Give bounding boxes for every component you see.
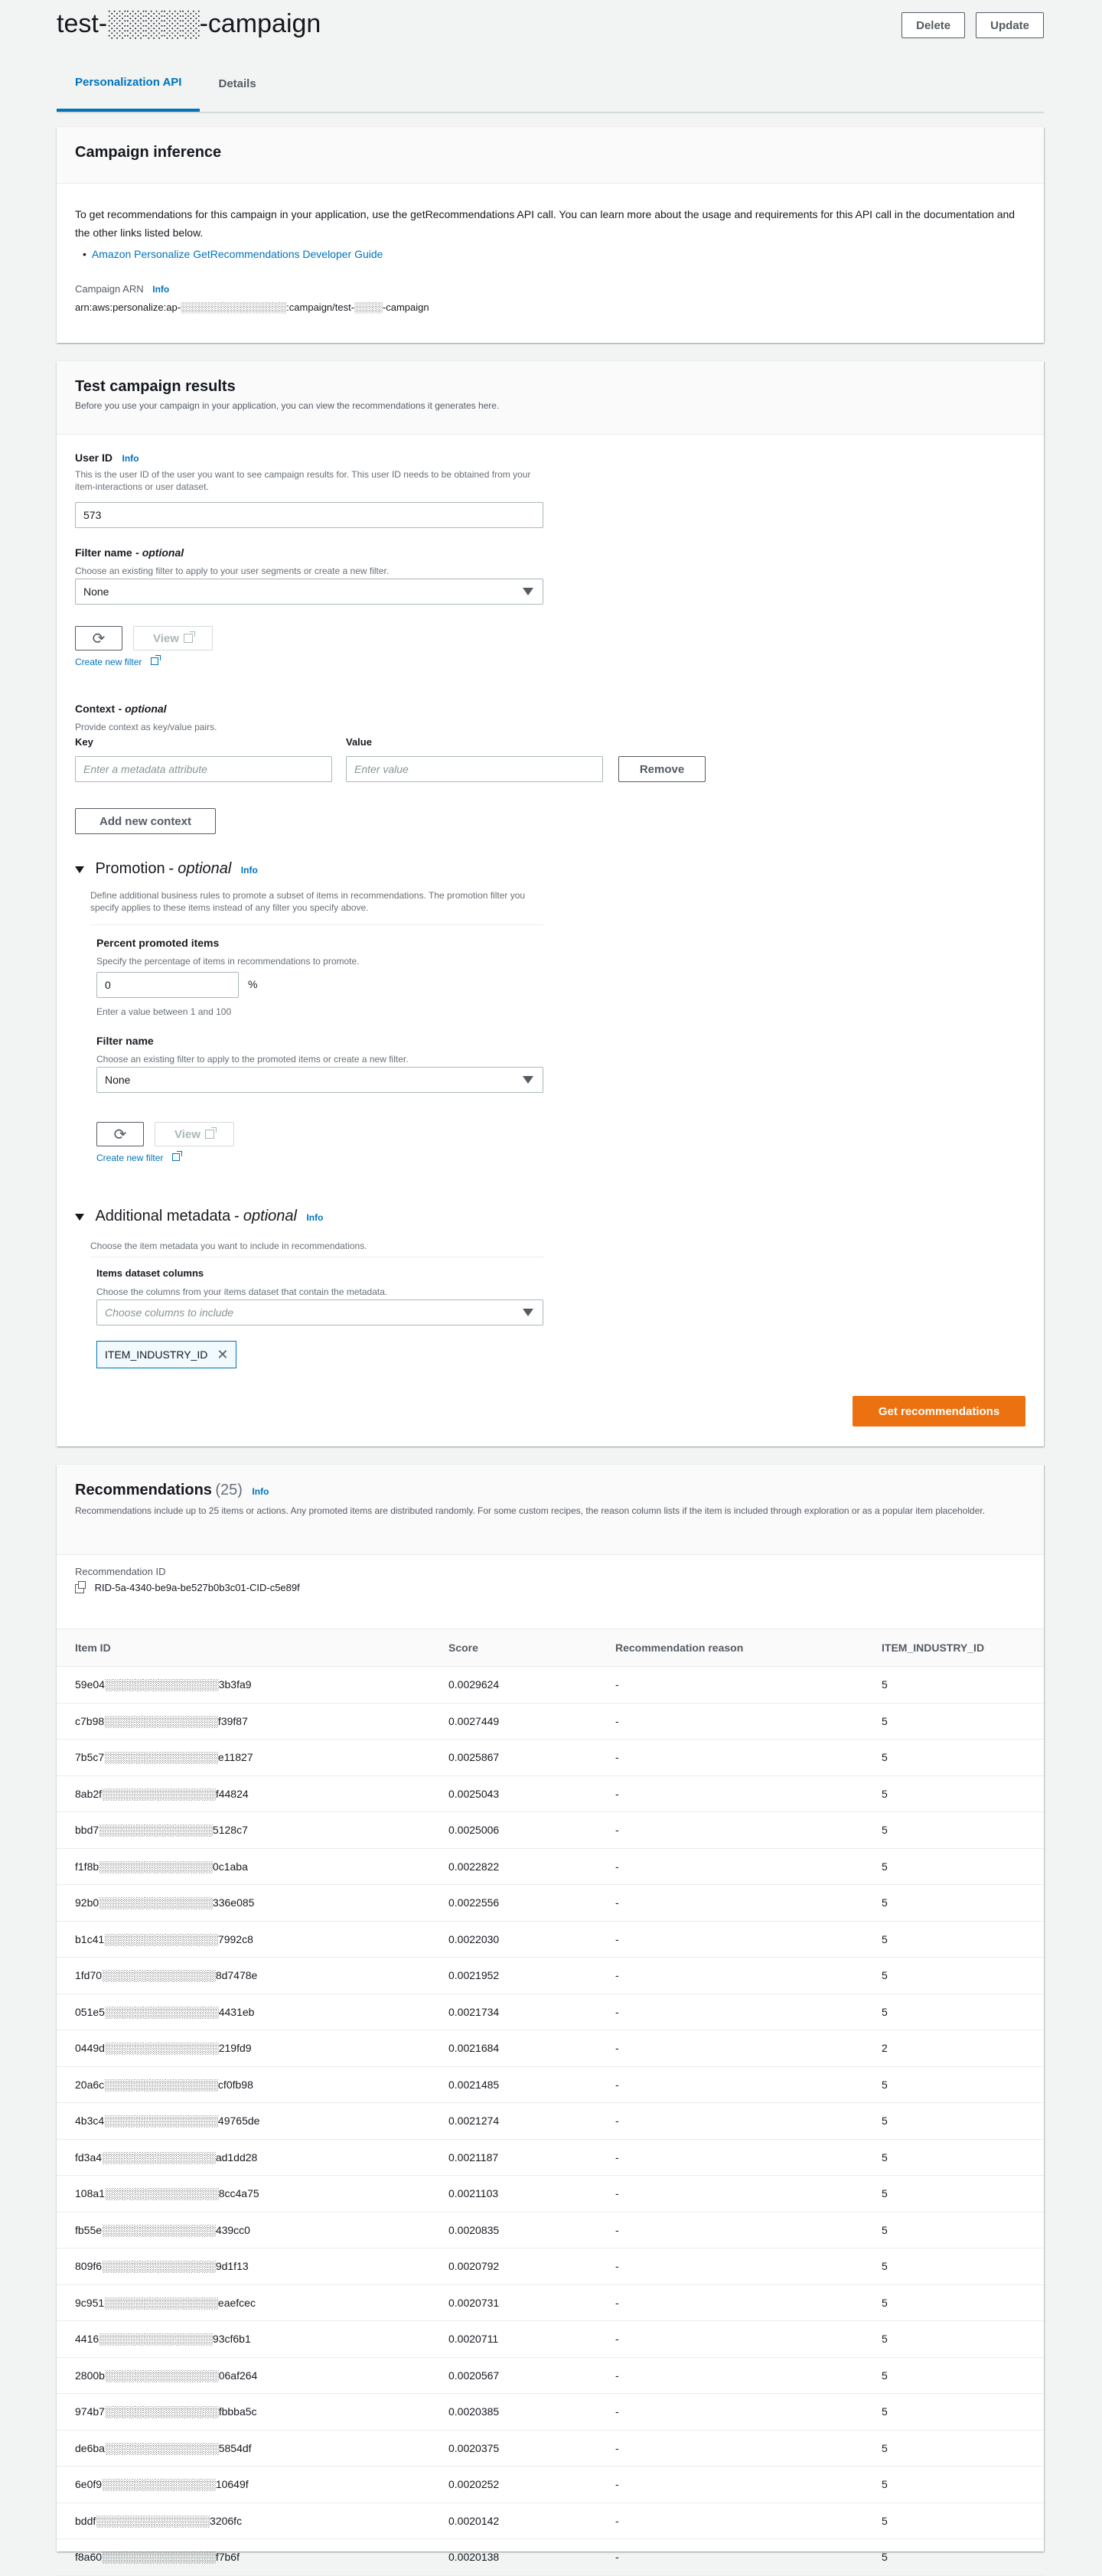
reason-cell: - bbox=[597, 1848, 863, 1885]
test-campaign-desc: Before you use your campaign in your application, you can view the recommendations it generates here. bbox=[75, 400, 500, 411]
create-filter-link[interactable]: Create new filter bbox=[75, 657, 142, 667]
page-title: test-░░░░░-campaign bbox=[57, 9, 321, 38]
refresh-icon: ⟳ bbox=[113, 1126, 127, 1143]
item-id-cell: 92b0░░░░░░░░░░░░░░░336e085 bbox=[57, 1885, 430, 1922]
campaign-arn-value: arn:aws:personalize:ap-░░░░░░░░░░░░░░░:campaign/test-░░░░-campaign bbox=[75, 302, 429, 313]
arn-info-link[interactable]: Info bbox=[152, 284, 170, 295]
score-cell: 0.0021274 bbox=[430, 2103, 597, 2140]
column-header-reason[interactable]: Recommendation reason bbox=[597, 1629, 863, 1667]
refresh-filter-button[interactable] bbox=[75, 626, 122, 651]
score-cell: 0.0022822 bbox=[430, 1848, 597, 1885]
recommendations-info-link[interactable]: Info bbox=[252, 1486, 269, 1497]
context-label: Context bbox=[75, 703, 116, 715]
item-id-cell: bbd7░░░░░░░░░░░░░░░5128c7 bbox=[57, 1812, 430, 1849]
industry-id-cell: 5 bbox=[863, 2357, 1044, 2394]
table-row bbox=[57, 2139, 1044, 2176]
header-actions bbox=[901, 12, 1044, 38]
reason-cell: - bbox=[597, 2321, 863, 2358]
table-row bbox=[57, 2539, 1044, 2576]
recommendations-desc: Recommendations include up to 25 items or actions. Any promoted items are distributed randomly. For some custom recipes, the reason column lists if the item is included through exploration or as a popular item placeholder. bbox=[75, 1505, 986, 1516]
score-cell: 0.0029624 bbox=[430, 1667, 597, 1704]
context-key-placeholder: Enter a metadata attribute bbox=[83, 763, 207, 775]
item-id-cell: 974b7░░░░░░░░░░░░░░░fbbba5c bbox=[57, 2394, 430, 2431]
promotion-optional: - optional bbox=[168, 860, 232, 877]
table-row bbox=[57, 2066, 1044, 2103]
reason-cell: - bbox=[597, 1994, 863, 2030]
recommendations-title-row bbox=[75, 1482, 1025, 1499]
tab-personalization-api[interactable]: Personalization API bbox=[57, 55, 200, 112]
campaign-inference-text: To get recommendations for this campaign in your application, use the getRecommendations API call. You can learn more about the usage and requirements for this API call in the documentation and the other links listed below. bbox=[75, 208, 1016, 239]
promo-filter-label: Filter name bbox=[96, 1035, 154, 1047]
token-label: ITEM_INDUSTRY_ID bbox=[105, 1348, 208, 1361]
table-row bbox=[57, 2430, 1044, 2467]
table-row bbox=[57, 2357, 1044, 2394]
item-id-cell: 59e04░░░░░░░░░░░░░░░3b3fa9 bbox=[57, 1667, 430, 1704]
external-link-icon bbox=[205, 1130, 214, 1139]
item-id-cell: f1f8b░░░░░░░░░░░░░░░0c1aba bbox=[57, 1848, 430, 1885]
close-icon[interactable]: ✕ bbox=[217, 1346, 229, 1362]
reason-cell: - bbox=[597, 2248, 863, 2285]
table-row bbox=[57, 2248, 1044, 2285]
columns-placeholder: Choose columns to include bbox=[105, 1306, 234, 1319]
reason-cell: - bbox=[597, 1812, 863, 1849]
item-id-cell: 4b3c4░░░░░░░░░░░░░░░49765de bbox=[57, 2103, 430, 2140]
external-link-icon bbox=[172, 1153, 180, 1161]
reason-cell: - bbox=[597, 2539, 863, 2576]
reason-cell: - bbox=[597, 2284, 863, 2321]
table-row bbox=[57, 1994, 1044, 2030]
score-cell: 0.0020385 bbox=[430, 2394, 597, 2431]
industry-id-cell: 5 bbox=[863, 2467, 1044, 2503]
key-label: Key bbox=[75, 736, 93, 748]
campaign-inference-panel bbox=[57, 127, 1044, 343]
table-header-row bbox=[57, 1629, 1044, 1667]
item-id-cell: 6e0f9░░░░░░░░░░░░░░░10649f bbox=[57, 2467, 430, 2503]
score-cell: 0.0021187 bbox=[430, 2139, 597, 2176]
reason-cell: - bbox=[597, 2176, 863, 2212]
industry-id-cell: 5 bbox=[863, 1958, 1044, 1994]
item-id-cell: 2800b░░░░░░░░░░░░░░░06af264 bbox=[57, 2357, 430, 2394]
value-label: Value bbox=[346, 736, 372, 748]
user-id-desc: This is the user ID of the user you want to see campaign results for. This user ID needs to be obtained from your item-interactions or user dataset. bbox=[75, 469, 531, 492]
percent-desc: Specify the percentage of items in recommendations to promote. bbox=[96, 956, 360, 967]
copy-icon[interactable] bbox=[75, 1584, 84, 1593]
industry-id-cell: 5 bbox=[863, 2284, 1044, 2321]
score-cell: 0.0027449 bbox=[430, 1703, 597, 1740]
reason-cell: - bbox=[597, 2103, 863, 2140]
reason-cell: - bbox=[597, 2030, 863, 2067]
context-desc: Provide context as key/value pairs. bbox=[75, 722, 217, 732]
promo-filter-value: None bbox=[105, 1074, 131, 1086]
table-row bbox=[57, 1667, 1044, 1704]
industry-id-cell: 5 bbox=[863, 2321, 1044, 2358]
table-row bbox=[57, 1885, 1044, 1922]
table-row bbox=[57, 2467, 1044, 2503]
column-header-score[interactable]: Score bbox=[430, 1629, 597, 1667]
recommendation-id-label: Recommendation ID bbox=[75, 1566, 166, 1577]
industry-id-cell: 5 bbox=[863, 1667, 1044, 1704]
campaign-inference-title: Campaign inference bbox=[75, 144, 222, 161]
item-id-cell: 1fd70░░░░░░░░░░░░░░░8d7478e bbox=[57, 1958, 430, 1994]
external-link-icon bbox=[184, 634, 193, 643]
table-row bbox=[57, 2176, 1044, 2212]
score-cell: 0.0020252 bbox=[430, 2467, 597, 2503]
table-body bbox=[57, 1667, 1044, 2576]
metadata-info-link[interactable]: Info bbox=[306, 1212, 324, 1223]
score-cell: 0.0025043 bbox=[430, 1775, 597, 1812]
view-promo-filter-button[interactable] bbox=[155, 1122, 234, 1146]
create-filter-row bbox=[75, 657, 158, 667]
metadata-desc: Choose the item metadata you want to include in recommendations. bbox=[90, 1241, 367, 1251]
arn-label-row bbox=[75, 280, 1025, 298]
item-id-cell: f8a60░░░░░░░░░░░░░░░f7b6f bbox=[57, 2539, 430, 2576]
context-value-placeholder: Enter value bbox=[354, 763, 409, 775]
recommendations-header bbox=[57, 1465, 1044, 1555]
recommendations-panel bbox=[57, 1465, 1044, 2564]
filter-label-row bbox=[75, 546, 184, 560]
recommendation-id-value: RID-5a-4340-be9a-be527b0b3c01-CID-c5e89f bbox=[94, 1582, 300, 1593]
item-id-cell: 20a6c░░░░░░░░░░░░░░░cf0fb98 bbox=[57, 2066, 430, 2103]
metadata-section-header[interactable] bbox=[75, 1208, 323, 1225]
promotion-section-header[interactable] bbox=[75, 860, 258, 878]
tab-bar bbox=[57, 55, 1044, 113]
reason-cell: - bbox=[597, 1703, 863, 1740]
test-campaign-title: Test campaign results bbox=[75, 378, 236, 395]
external-link-icon bbox=[151, 657, 158, 665]
title-row bbox=[57, 0, 1044, 55]
filter-name-label: Filter name bbox=[75, 546, 132, 559]
user-id-label: User ID bbox=[75, 452, 113, 464]
developer-guide-link[interactable]: Amazon Personalize GetRecommendations Developer Guide bbox=[91, 248, 383, 260]
table-row bbox=[57, 1812, 1044, 1849]
reason-cell: - bbox=[597, 2503, 863, 2539]
percent-unit: % bbox=[248, 978, 258, 990]
item-id-cell: b1c41░░░░░░░░░░░░░░░7992c8 bbox=[57, 1921, 430, 1958]
item-id-cell: c7b98░░░░░░░░░░░░░░░f39f87 bbox=[57, 1703, 430, 1740]
context-key-input[interactable] bbox=[75, 756, 332, 782]
item-id-cell: fd3a4░░░░░░░░░░░░░░░ad1dd28 bbox=[57, 2139, 430, 2176]
table-row bbox=[57, 1740, 1044, 1776]
industry-id-cell: 5 bbox=[863, 2394, 1044, 2431]
industry-id-cell: 5 bbox=[863, 1812, 1044, 1849]
score-cell: 0.0021103 bbox=[430, 2176, 597, 2212]
score-cell: 0.0020375 bbox=[430, 2430, 597, 2467]
item-id-cell: 0449d░░░░░░░░░░░░░░░219fd9 bbox=[57, 2030, 430, 2067]
view-filter-button[interactable] bbox=[133, 626, 213, 651]
reason-cell: - bbox=[597, 1775, 863, 1812]
promotion-desc: Define additional business rules to promote a subset of items in recommendations. The promotion filter you specify applies to these items instead of any filter you specify above. bbox=[90, 890, 526, 913]
industry-id-cell: 5 bbox=[863, 1703, 1044, 1740]
reason-cell: - bbox=[597, 1921, 863, 1958]
industry-id-cell: 5 bbox=[863, 2503, 1044, 2539]
guide-list-item bbox=[75, 245, 1025, 263]
reason-cell: - bbox=[597, 1958, 863, 1994]
score-cell: 0.0020835 bbox=[430, 2212, 597, 2248]
refresh-promo-filter-button[interactable] bbox=[96, 1122, 144, 1146]
campaign-inference-header bbox=[57, 127, 1044, 184]
item-id-cell: bddf░░░░░░░░░░░░░░░3206fc bbox=[57, 2503, 430, 2539]
columns-label: Items dataset columns bbox=[96, 1267, 204, 1279]
item-id-cell: 809f6░░░░░░░░░░░░░░░9d1f13 bbox=[57, 2248, 430, 2285]
industry-id-cell: 5 bbox=[863, 2212, 1044, 2248]
score-cell: 0.0020567 bbox=[430, 2357, 597, 2394]
caret-down-icon bbox=[523, 588, 533, 595]
table-row bbox=[57, 1703, 1044, 1740]
caret-down-icon bbox=[523, 1309, 533, 1316]
filter-desc: Choose an existing filter to apply to your user segments or create a new filter. bbox=[75, 566, 390, 576]
industry-id-cell: 5 bbox=[863, 2139, 1044, 2176]
promo-create-filter-row bbox=[96, 1153, 180, 1163]
recommendations-title: Recommendations bbox=[75, 1482, 212, 1498]
score-cell: 0.0020792 bbox=[430, 2248, 597, 2285]
reason-cell: - bbox=[597, 2430, 863, 2467]
table-row bbox=[57, 1775, 1044, 1812]
reason-cell: - bbox=[597, 2066, 863, 2103]
reason-cell: - bbox=[597, 2394, 863, 2431]
percent-label: Percent promoted items bbox=[96, 937, 220, 949]
promo-create-filter-link[interactable]: Create new filter bbox=[96, 1153, 164, 1163]
metadata-title: Additional metadata bbox=[95, 1208, 231, 1224]
view-filter-label: View bbox=[153, 631, 179, 645]
filter-optional-label: - optional bbox=[135, 546, 184, 559]
score-cell: 0.0021485 bbox=[430, 2066, 597, 2103]
view-promo-filter-label: View bbox=[174, 1127, 201, 1141]
industry-id-cell: 5 bbox=[863, 2103, 1044, 2140]
percent-input[interactable]: 0 bbox=[96, 972, 239, 998]
expand-caret-icon bbox=[75, 866, 84, 873]
industry-id-cell: 5 bbox=[863, 1885, 1044, 1922]
industry-id-cell: 5 bbox=[863, 1740, 1044, 1776]
item-id-cell: 108a1░░░░░░░░░░░░░░░8cc4a75 bbox=[57, 2176, 430, 2212]
industry-id-cell: 5 bbox=[863, 1994, 1044, 2030]
industry-id-cell: 5 bbox=[863, 2539, 1044, 2576]
table-row bbox=[57, 1848, 1044, 1885]
score-cell: 0.0020711 bbox=[430, 2321, 597, 2358]
reason-cell: - bbox=[597, 1667, 863, 1704]
table-row bbox=[57, 2212, 1044, 2248]
score-cell: 0.0021952 bbox=[430, 1958, 597, 1994]
table-row bbox=[57, 2284, 1044, 2321]
promotion-divider bbox=[90, 924, 543, 925]
campaign-arn-label: Campaign ARN bbox=[75, 283, 144, 295]
context-label-row bbox=[75, 703, 167, 716]
item-id-cell: 8ab2f░░░░░░░░░░░░░░░f44824 bbox=[57, 1775, 430, 1812]
score-cell: 0.0020731 bbox=[430, 2284, 597, 2321]
item-id-cell: de6ba░░░░░░░░░░░░░░░5854df bbox=[57, 2430, 430, 2467]
columns-select[interactable] bbox=[96, 1299, 543, 1325]
score-cell: 0.0020142 bbox=[430, 2503, 597, 2539]
industry-id-cell: 5 bbox=[863, 2066, 1044, 2103]
item-id-cell: fb55e░░░░░░░░░░░░░░░439cc0 bbox=[57, 2212, 430, 2248]
score-cell: 0.0025867 bbox=[430, 1740, 597, 1776]
recommendations-table bbox=[57, 1629, 1044, 2576]
caret-down-icon bbox=[523, 1076, 533, 1084]
industry-id-cell: 5 bbox=[863, 1921, 1044, 1958]
promotion-title: Promotion bbox=[95, 860, 165, 877]
update-button[interactable]: Update bbox=[976, 12, 1044, 38]
user-id-input[interactable]: 573 bbox=[75, 502, 543, 528]
page bbox=[57, 0, 1044, 2564]
table-row bbox=[57, 1958, 1044, 1994]
score-cell: 0.0021684 bbox=[430, 2030, 597, 2067]
context-value-input[interactable] bbox=[346, 756, 603, 782]
item-id-cell: 7b5c7░░░░░░░░░░░░░░░e11827 bbox=[57, 1740, 430, 1776]
industry-id-cell: 5 bbox=[863, 2248, 1044, 2285]
promo-filter-desc: Choose an existing filter to apply to the promoted items or create a new filter. bbox=[96, 1054, 409, 1065]
bullet-icon: • bbox=[83, 248, 90, 260]
campaign-inference-body bbox=[57, 184, 1044, 332]
score-cell: 0.0022030 bbox=[430, 1921, 597, 1958]
column-header-item-id[interactable]: Item ID bbox=[57, 1629, 430, 1667]
get-recommendations-button[interactable]: Get recommendations bbox=[853, 1396, 1025, 1427]
test-campaign-header bbox=[57, 361, 1044, 435]
metadata-optional: - optional bbox=[233, 1208, 297, 1224]
industry-id-cell: 5 bbox=[863, 1848, 1044, 1885]
test-campaign-panel bbox=[57, 361, 1044, 1446]
item-id-cell: 9c951░░░░░░░░░░░░░░░eaefcec bbox=[57, 2284, 430, 2321]
recommendations-count: (25) bbox=[215, 1482, 243, 1498]
delete-button[interactable]: Delete bbox=[901, 12, 965, 38]
columns-desc: Choose the columns from your items dataset that contain the metadata. bbox=[96, 1286, 388, 1297]
reason-cell: - bbox=[597, 1885, 863, 1922]
industry-id-cell: 5 bbox=[863, 2430, 1044, 2467]
table-row bbox=[57, 1921, 1044, 1958]
expand-caret-icon bbox=[75, 1214, 84, 1221]
score-cell: 0.0025006 bbox=[430, 1812, 597, 1849]
user-id-label-row bbox=[75, 452, 139, 465]
reason-cell: - bbox=[597, 2139, 863, 2176]
score-cell: 0.0020138 bbox=[430, 2539, 597, 2576]
recommendation-id-row bbox=[75, 1582, 1025, 1593]
promo-filter-select[interactable] bbox=[96, 1067, 543, 1093]
tab-details[interactable]: Details bbox=[218, 77, 256, 90]
score-cell: 0.0021734 bbox=[430, 1994, 597, 2030]
score-cell: 0.0022556 bbox=[430, 1885, 597, 1922]
table-row bbox=[57, 2103, 1044, 2140]
table-row bbox=[57, 2503, 1044, 2539]
reason-cell: - bbox=[597, 1740, 863, 1776]
context-optional-label: - optional bbox=[118, 703, 167, 715]
user-id-info-link[interactable]: Info bbox=[122, 453, 139, 464]
industry-id-cell: 5 bbox=[863, 2176, 1044, 2212]
recommendation-id-block bbox=[57, 1555, 1044, 1629]
table-row bbox=[57, 2030, 1044, 2067]
industry-id-cell: 5 bbox=[863, 1775, 1044, 1812]
add-context-button[interactable]: Add new context bbox=[75, 808, 216, 834]
table-row bbox=[57, 2394, 1044, 2431]
promotion-info-link[interactable]: Info bbox=[240, 865, 258, 876]
remove-context-button[interactable]: Remove bbox=[618, 756, 706, 782]
filter-select[interactable] bbox=[75, 579, 543, 605]
industry-id-cell: 2 bbox=[863, 2030, 1044, 2067]
percent-hint: Enter a value between 1 and 100 bbox=[96, 1006, 232, 1017]
column-header-industry-id[interactable]: ITEM_INDUSTRY_ID bbox=[863, 1629, 1044, 1667]
reason-cell: - bbox=[597, 2212, 863, 2248]
item-id-cell: 4416░░░░░░░░░░░░░░░93cf6b1 bbox=[57, 2321, 430, 2358]
table-row bbox=[57, 2321, 1044, 2358]
filter-select-value: None bbox=[83, 585, 109, 598]
reason-cell: - bbox=[597, 2467, 863, 2503]
reason-cell: - bbox=[597, 2357, 863, 2394]
refresh-icon: ⟳ bbox=[92, 630, 106, 647]
item-industry-token bbox=[96, 1341, 236, 1368]
item-id-cell: 051e5░░░░░░░░░░░░░░░4431eb bbox=[57, 1994, 430, 2030]
